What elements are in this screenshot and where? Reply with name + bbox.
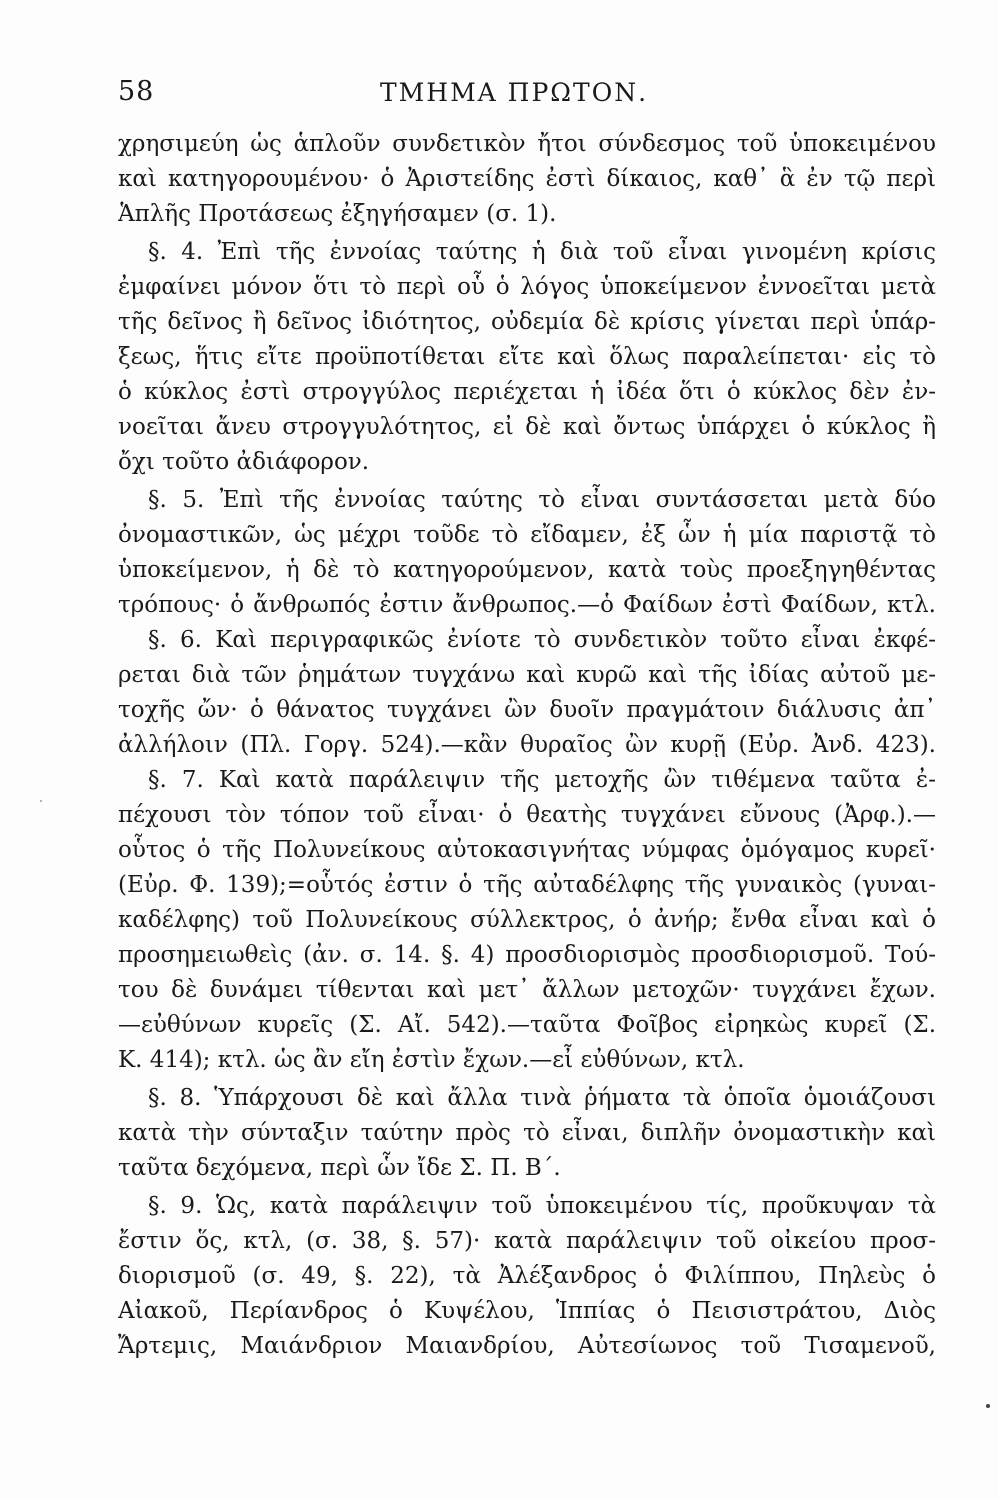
- text-line: Αἰακοῦ, Περίανδρος ὁ Κυψέλου, Ἱππίας ὁ Πεισιστράτου, Διὸς: [118, 1298, 936, 1324]
- text-line: προσημειωθεὶς (ἀν. σ. 14. §. 4) προσδιορισμὸς προσδιορισμοῦ. Τού-: [118, 942, 936, 968]
- text-line: καδέλφης) τοῦ Πολυνείκους σύλλεκτρος, ὁ ἀνήρ; ἔνθα εἶναι καὶ ὁ: [118, 907, 936, 933]
- text-line: ρεται διὰ τῶν ῥημάτων τυγχάνω καὶ κυρῶ καὶ τῆς ἰδίας αὐτοῦ με-: [118, 662, 936, 688]
- text-line: τρόπους· ὁ ἄνθρωπός ἐστιν ἄνθρωπος.—ὁ Φαίδων ἐστὶ Φαίδων, κτλ.: [118, 592, 936, 618]
- text-line: του δὲ δυνάμει τίθενται καὶ μετ᾽ ἄλλων μετοχῶν· τυγχάνει ἔχων.: [118, 977, 936, 1003]
- text-line: §. 4. Ἐπὶ τῆς ἐννοίας ταύτης ἡ διὰ τοῦ εἶναι γινομένη κρίσις: [148, 239, 936, 265]
- text-line: §. 9. Ὡς, κατὰ παράλειψιν τοῦ ὑποκειμένου τίς, προῦκυψαν τὰ: [148, 1193, 936, 1219]
- page-number: 58: [118, 76, 155, 107]
- text-line: —εὐθύνων κυρεῖς (Σ. Αἴ. 542).—ταῦτα Φοῖβος εἰρηκὼς κυρεῖ (Σ.: [118, 1012, 936, 1038]
- running-head: ΤΜΗΜΑ ΠΡΩΤΟΝ.: [380, 78, 649, 107]
- text-line: ὁ κύκλος ἐστὶ στρογγύλος περιέχεται ἡ ἰδέα ὅτι ὁ κύκλος δὲν ἐν-: [118, 379, 936, 405]
- text-line: ὑποκείμενον, ἡ δὲ τὸ κατηγορούμενον, κατὰ τοὺς προεξηγηθέντας: [118, 557, 936, 583]
- text-line: Κ. 414); κτλ. ὡς ἂν εἴη ἐστὶν ἔχων.—εἶ εὐθύνων, κτλ.: [118, 1047, 745, 1073]
- ink-speck: [40, 800, 42, 802]
- text-line: ἀλλήλοιν (Πλ. Γοργ. 524).—κἂν θυραῖος ὢν κυρῇ (Εὐρ. Ἀνδ. 423).: [118, 732, 936, 758]
- page-header: [118, 76, 936, 116]
- text-line: Ἁπλῆς Προτάσεως ἐξηγήσαμεν (σ. 1).: [118, 201, 557, 227]
- text-line: τοχῆς ὤν· ὁ θάνατος τυγχάνει ὢν δυοῖν πραγμάτοιν διάλυσις ἀπ᾽: [118, 697, 936, 723]
- paragraph-section-8: [118, 1081, 936, 1186]
- text-line: Ἄρτεμις, Μαιάνδριον Μαιανδρίου, Αὐτεσίωνος τοῦ Τισαμενοῦ,: [118, 1333, 936, 1359]
- text-line: νοεῖται ἄνευ στρογγυλότητος, εἰ δὲ καὶ ὄντως ὑπάρχει ὁ κύκλος ἢ: [118, 414, 936, 440]
- text-line: ὄχι τοῦτο ἀδιάφορον.: [118, 449, 370, 475]
- ink-speck: [986, 1404, 990, 1408]
- text-line: §. 7. Καὶ κατὰ παράλειψιν τῆς μετοχῆς ὢν τιθέμενα ταῦτα ἐ-: [148, 767, 936, 793]
- paragraph-section-9: [118, 1189, 936, 1364]
- text-line: ἔστιν ὅς, κτλ, (σ. 38, §. 57)· κατὰ παράλειψιν τοῦ οἰκείου προσ-: [118, 1228, 936, 1254]
- text-line: πέχουσι τὸν τόπον τοῦ εἶναι· ὁ θεατὴς τυγχάνει εὔνους (Ἀρφ.).—: [118, 802, 936, 828]
- text-line: ταῦτα δεχόμενα, περὶ ὧν ἴδε Σ. Π. Β΄.: [118, 1155, 561, 1181]
- text-line: καὶ κατηγορουμένου· ὁ Ἀριστείδης ἐστὶ δίκαιος, καθ᾽ ἃ ἐν τῷ περὶ: [118, 166, 936, 192]
- text-line: ξεως, ἥτις εἴτε προϋποτίθεται εἴτε καὶ ὅλως παραλείπεται· εἰς τὸ: [118, 344, 936, 370]
- text-line: οὗτος ὁ τῆς Πολυνείκους αὐτοκασιγνήτας νύμφας ὁμόγαμος κυρεῖ·: [118, 837, 936, 863]
- text-line: §. 6. Καὶ περιγραφικῶς ἐνίοτε τὸ συνδετικὸν τοῦτο εἶναι ἐκφέ-: [148, 627, 936, 653]
- text-line: διορισμοῦ (σ. 49, §. 22), τὰ Ἀλέξανδρος ὁ Φιλίππου, Πηλεὺς ὁ: [118, 1263, 936, 1289]
- body-text: [118, 127, 936, 1364]
- text-line: §. 8. Ὑπάρχουσι δὲ καὶ ἄλλα τινὰ ῥήματα τὰ ὁποῖα ὁμοιάζουσι: [148, 1085, 936, 1111]
- text-line: (Εὐρ. Φ. 139);=οὗτός ἐστιν ὁ τῆς αὐταδέλφης τῆς γυναικὸς (γυναι-: [118, 872, 936, 898]
- text-line: κατὰ τὴν σύνταξιν ταύτην πρὸς τὸ εἶναι, διπλῆν ὀνομαστικὴν καὶ: [118, 1120, 936, 1146]
- paragraph-section-5: [118, 483, 936, 623]
- text-line: τῆς δεῖνος ἢ δεῖνος ἰδιότητος, οὐδεμία δὲ κρίσις γίνεται περὶ ὑπάρ-: [118, 309, 936, 335]
- text-line: ἐμφαίνει μόνον ὅτι τὸ περὶ οὗ ὁ λόγος ὑποκείμενον ἐννοεῖται μετὰ: [118, 274, 936, 300]
- paragraph: [118, 127, 936, 232]
- text-line: §. 5. Ἐπὶ τῆς ἐννοίας ταύτης τὸ εἶναι συντάσσεται μετὰ δύο: [148, 487, 936, 513]
- paragraph-section-6: [118, 623, 936, 763]
- paragraph-section-7: [118, 763, 936, 1078]
- text-line: χρησιμεύη ὡς ἁπλοῦν συνδετικὸν ἤτοι σύνδεσμος τοῦ ὑποκειμένου: [118, 131, 936, 157]
- text-line: ὀνομαστικῶν, ὡς μέχρι τοῦδε τὸ εἴδαμεν, ἐξ ὧν ἡ μία παριστᾷ τὸ: [118, 522, 936, 548]
- paragraph-section-4: [118, 235, 936, 480]
